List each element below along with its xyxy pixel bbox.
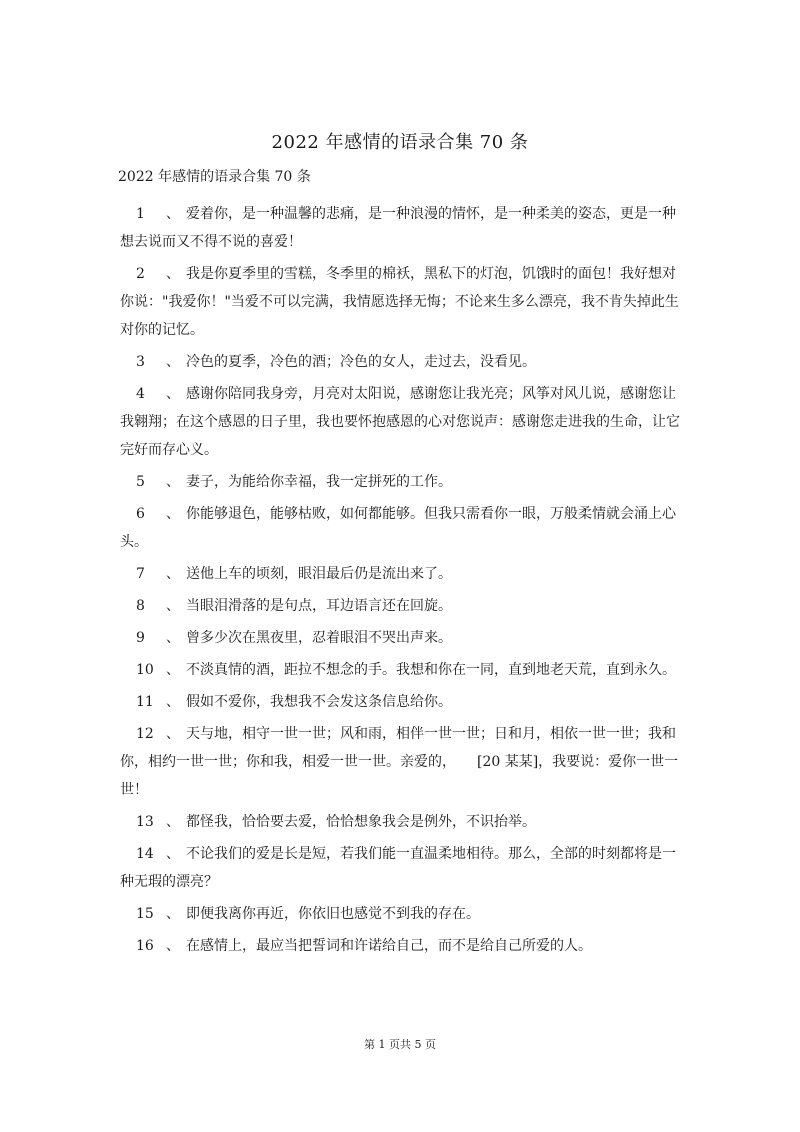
quote-item bbox=[120, 720, 680, 804]
quote-number: 4 bbox=[136, 386, 145, 402]
quote-separator: 、 bbox=[166, 566, 180, 582]
document-subtitle: 2022 年感情的语录合集 70 条 bbox=[118, 169, 311, 185]
quote-separator: 、 bbox=[166, 598, 180, 614]
quote-text: 天与地，相守一世一世；风和雨，相伴一世一世；日和月，相依一世一世；我和你，相约一世一世；你和我，相爱一世一世。亲爱的， [20 某某]，我要说：爱你一世一世！ bbox=[120, 726, 679, 798]
quote-number: 6 bbox=[136, 506, 145, 522]
quote-separator: 、 bbox=[166, 906, 180, 922]
quote-item bbox=[120, 560, 680, 588]
quote-item bbox=[120, 592, 680, 620]
quote-separator: 、 bbox=[166, 266, 180, 282]
quote-number: 8 bbox=[136, 598, 145, 614]
quote-separator: 、 bbox=[166, 662, 180, 678]
quote-item bbox=[120, 808, 680, 836]
quote-separator: 、 bbox=[166, 206, 180, 222]
document-title: 2022 年感情的语录合集 70 条 bbox=[271, 132, 529, 153]
quote-text: 当眼泪滑落的是句点，耳边语言还在回旋。 bbox=[186, 598, 452, 614]
page-footer: 第 1 页共 5 页 bbox=[364, 1038, 436, 1051]
quote-text: 即便我离你再近，你依旧也感觉不到我的存在。 bbox=[186, 906, 480, 922]
quote-item bbox=[120, 932, 680, 960]
quote-item bbox=[120, 380, 680, 464]
quote-separator: 、 bbox=[166, 938, 180, 954]
quote-item bbox=[120, 468, 680, 496]
quote-item bbox=[120, 624, 680, 652]
quote-text: 曾多少次在黑夜里，忍着眼泪不哭出声来。 bbox=[186, 630, 452, 646]
quote-text: 都怪我，恰恰要去爱，恰恰想象我会是例外，不识抬举。 bbox=[186, 814, 536, 830]
quote-number: 9 bbox=[136, 630, 145, 646]
quote-item bbox=[120, 348, 680, 376]
quote-item bbox=[120, 688, 680, 716]
quote-number: 5 bbox=[136, 474, 145, 490]
quote-number: 15 bbox=[136, 906, 154, 922]
quote-number: 12 bbox=[136, 726, 154, 742]
quote-number: 1 bbox=[136, 206, 145, 222]
quote-number: 11 bbox=[136, 694, 154, 710]
quote-text: 在感情上，最应当把誓词和许诺给自己，而不是给自己所爱的人。 bbox=[186, 938, 592, 954]
quote-item bbox=[120, 656, 680, 684]
quote-text: 爱着你，是一种温馨的悲痛，是一种浪漫的情怀，是一种柔美的姿态，更是一种想去说而又不得不说的喜爱！ bbox=[120, 206, 676, 250]
quote-text: 不论我们的爱是长是短，若我们能一直温柔地相待。那么，全部的时刻都将是一种无瑕的漂亮？ bbox=[120, 846, 676, 890]
quote-number: 3 bbox=[136, 354, 145, 370]
quote-separator: 、 bbox=[166, 846, 180, 862]
quote-item bbox=[120, 200, 680, 256]
quote-number: 2 bbox=[136, 266, 145, 282]
quote-text: 你能够退色，能够枯败，如何都能够。但我只需看你一眼，万般柔情就会涌上心头。 bbox=[120, 506, 676, 550]
quote-text: 我是你夏季里的雪糕，冬季里的棉袄，黑私下的灯泡，饥饿时的面包！我好想对你说："我爱你！"当爱不可以完满，我情愿选择无悔；不论来生多么漂亮，我不肯失掉此生对你的记忆。 bbox=[120, 266, 679, 338]
quote-item bbox=[120, 900, 680, 928]
quote-number: 10 bbox=[136, 662, 154, 678]
quote-text: 妻子，为能给你幸福，我一定拼死的工作。 bbox=[186, 474, 452, 490]
quote-separator: 、 bbox=[166, 506, 180, 522]
quote-separator: 、 bbox=[166, 814, 180, 830]
quote-separator: 、 bbox=[166, 474, 180, 490]
quote-item bbox=[120, 500, 680, 556]
quote-number: 14 bbox=[136, 846, 154, 862]
quote-number: 7 bbox=[136, 566, 145, 582]
quote-separator: 、 bbox=[166, 630, 180, 646]
quote-text: 冷色的夏季，冷色的酒；冷色的女人，走过去，没看见。 bbox=[186, 354, 536, 370]
quote-text: 感谢你陪同我身旁，月亮对太阳说，感谢您让我光亮；风筝对风儿说，感谢您让我翱翔；在这个感恩的日子里，我也要怀抱感恩的心对您说声：感谢您走进我的生命，让它完好而存心义。 bbox=[120, 386, 680, 458]
quote-item bbox=[120, 260, 680, 344]
quote-text: 不淡真情的酒，距拉不想念的手。我想和你在一同，直到地老天荒，直到永久。 bbox=[186, 662, 676, 678]
quote-text: 送他上车的顷刻，眼泪最后仍是流出来了。 bbox=[186, 566, 452, 582]
quote-separator: 、 bbox=[166, 694, 180, 710]
quote-number: 16 bbox=[136, 938, 154, 954]
quote-separator: 、 bbox=[166, 354, 180, 370]
quote-separator: 、 bbox=[166, 386, 180, 402]
quote-list bbox=[120, 200, 680, 964]
quote-item bbox=[120, 840, 680, 896]
quote-separator: 、 bbox=[166, 726, 180, 742]
quote-number: 13 bbox=[136, 814, 154, 830]
quote-text: 假如不爱你，我想我不会发这条信息给你。 bbox=[186, 694, 452, 710]
